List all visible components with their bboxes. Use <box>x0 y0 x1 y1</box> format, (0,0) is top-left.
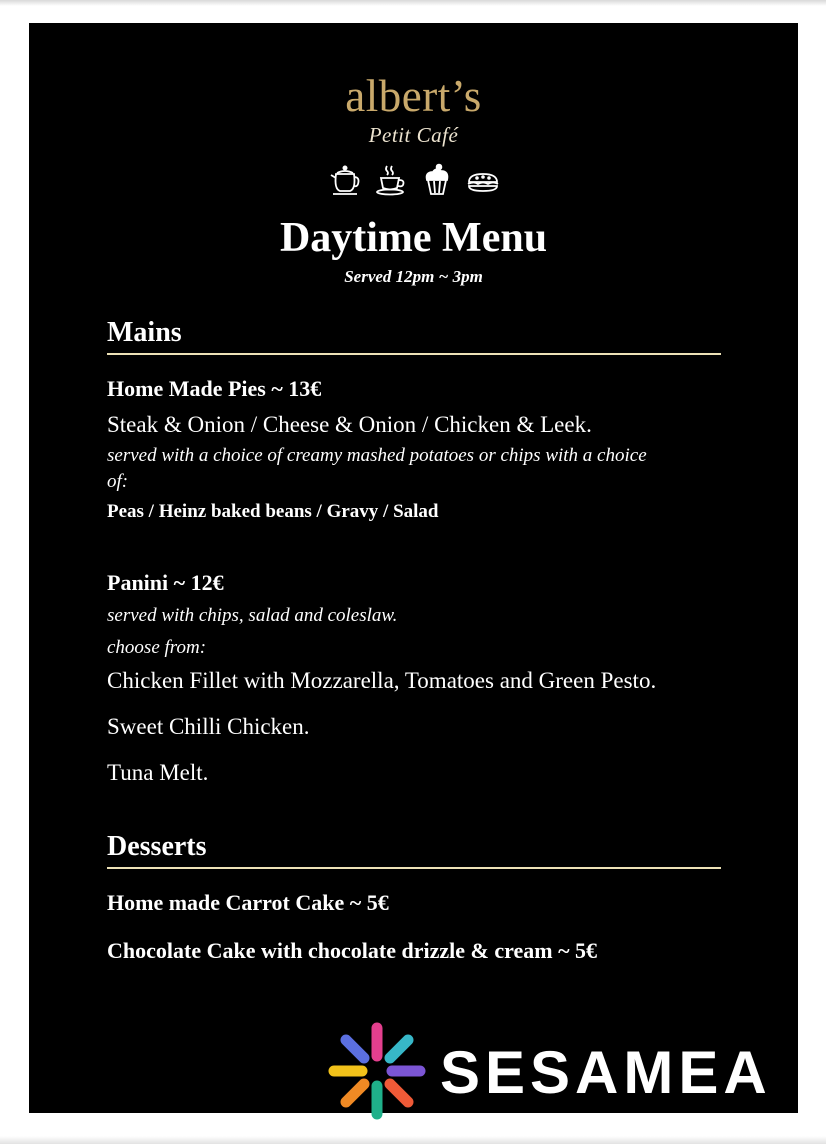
brand-subtitle: Petit Café <box>368 123 459 147</box>
section-heading-mains: Mains <box>107 315 721 355</box>
item-note-choose: choose from: <box>107 637 207 658</box>
panini-option: Chicken Fillet with Mozzarella, Tomatoes and Green Pesto. <box>107 668 657 693</box>
panini-option: Sweet Chilli Chicken. <box>107 714 310 739</box>
menu-content <box>107 315 721 965</box>
panini-option: Tuna Melt. <box>107 760 209 785</box>
sandwich-icon <box>466 163 500 197</box>
item-title-pies: Home Made Pies ~ 13€ <box>107 376 322 401</box>
item-title-panini: Panini ~ 12€ <box>107 570 224 595</box>
watermark-text: SESAMEA <box>440 1039 772 1106</box>
item-sides-pies: Peas / Heinz baked beans / Gravy / Salad <box>107 501 439 522</box>
dessert-item: Chocolate Cake with chocolate drizzle & cream ~ 5€ <box>107 938 598 963</box>
watermark-logo-icon <box>318 1012 436 1130</box>
page-bottom-edge <box>0 1136 826 1144</box>
coffee-cup-icon <box>374 163 408 197</box>
teapot-icon <box>328 163 362 197</box>
item-note-panini: served with chips, salad and coleslaw. <box>107 605 398 626</box>
cupcake-icon <box>420 163 454 197</box>
brand-logo <box>29 71 798 147</box>
watermark <box>318 1012 808 1130</box>
dessert-item: Home made Carrot Cake ~ 5€ <box>107 890 389 915</box>
served-hours: Served 12pm ~ 3pm <box>344 267 483 286</box>
icon-row <box>29 163 798 197</box>
item-description-pies: Steak & Onion / Cheese & Onion / Chicken & Leek. <box>107 412 592 437</box>
item-note-pies: served with a choice of creamy mashed potatoes or chips with a choice of: <box>107 445 647 492</box>
section-heading-desserts: Desserts <box>107 829 721 869</box>
brand-name: albert’s <box>345 71 482 121</box>
menu-title: Daytime Menu <box>279 215 548 261</box>
menu-card <box>29 23 798 1113</box>
page-top-edge <box>0 0 826 6</box>
